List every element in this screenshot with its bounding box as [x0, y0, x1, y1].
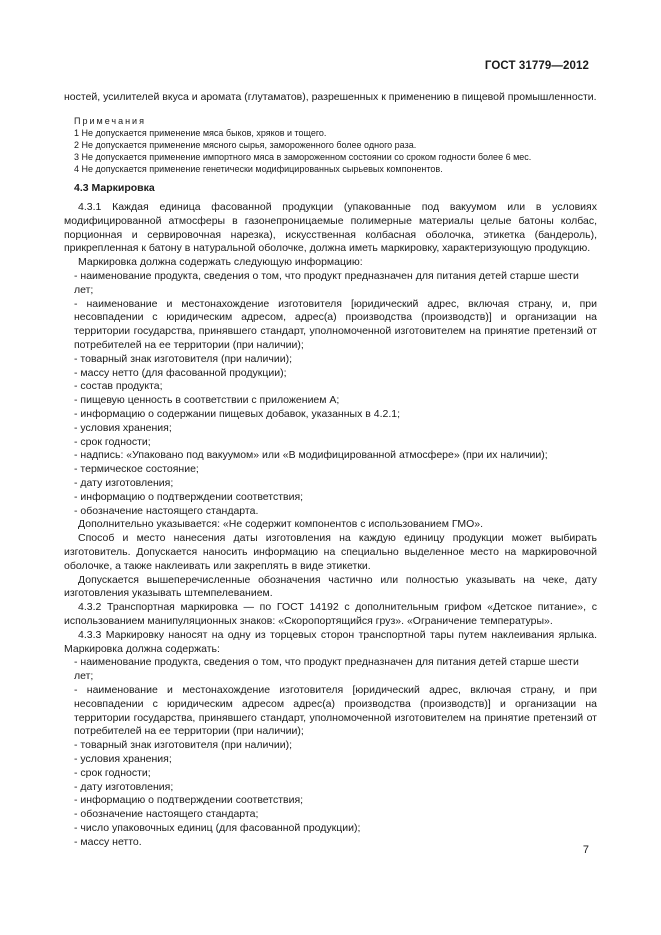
list-item: - срок годности;	[74, 435, 151, 448]
extra-note: Дополнительно указывается: «Не содержит компонентов с использованием ГМО».	[78, 518, 483, 531]
list-item: - товарный знак изготовителя (при наличии);	[74, 352, 292, 365]
method-paragraph: Способ и место нанесения даты изготовления на каждую единицу продукции может выбирать изготовитель. Допускается наносить информацию на специально выделенное место на маркировочной оболочке, а также наклеивать или закреплять в виде этикетки.	[64, 532, 597, 572]
page-body	[64, 91, 597, 850]
list-item: - надпись: «Упаковано под вакуумом» или «В модифицированной атмосфере» (при их наличии);	[74, 449, 548, 462]
list-item: - массу нетто (для фасованной продукции);	[74, 366, 287, 379]
list-item: - информацию о содержании пищевых добавок, указанных в 4.2.1;	[74, 408, 401, 421]
note-item: 4 Не допускается применение генетически модифицированных сырьевых компонентов.	[74, 164, 443, 175]
list-item: - обозначение настоящего стандарта.	[74, 504, 259, 517]
note-item: 3 Не допускается применение импортного мяса в замороженном состоянии со сроком годности более 6 мес.	[74, 152, 532, 163]
note-item: 1 Не допускается применение мяса быков, хряков и тощего.	[74, 127, 327, 138]
note-item: 2 Не допускается применение мясного сырья, замороженного более одного раза.	[74, 139, 417, 150]
list-item: - состав продукта;	[74, 380, 163, 393]
notes-block	[74, 115, 597, 175]
list-item: - товарный знак изготовителя (при наличии);	[74, 739, 292, 752]
list-item: - дату изготовления;	[74, 780, 174, 793]
list-item: - наименование продукта, сведения о том, что продукт предназначен для питания детей старше шести лет;	[74, 270, 579, 296]
intro-paragraph: ностей, усилителей вкуса и аромата (глутаматов), разрешенных к применению в пищевой промышленности.	[64, 91, 597, 103]
list-item: - термическое состояние;	[74, 463, 199, 476]
list-item: - массу нетто.	[74, 835, 142, 848]
list-item: - число упаковочных единиц (для фасованной продукции);	[74, 821, 361, 834]
list-item: - обозначение настоящего стандарта;	[74, 808, 259, 821]
clause-4-3-2: 4.3.2 Транспортная маркировка — по ГОСТ 14192 с дополнительным грифом «Детское питание», с использованием манипуляционных знаков: «Скоропортящийся груз». «Ограничение температуры».	[64, 601, 597, 627]
list-item: - наименование и местонахождение изготовителя [юридический адрес, включая страну, и при несовпадении с юридическим адресом адрес(а) производства (производств)] и организации на территории государства, принявшего стандарт, уполномоченной изготовителем на принятие претензий от потребителей на ее территории (при наличии);	[74, 683, 597, 738]
list-item: - информацию о подтверждении соответствия;	[74, 490, 304, 503]
list-item: - информацию о подтверждении соответствия;	[74, 794, 304, 807]
document-id: ГОСТ 31779—2012	[484, 60, 589, 72]
clause-4-3-1: 4.3.1 Каждая единица фасованной продукции (упакованные под вакуумом или в условиях модифицированной атмосферы в газонепроницаемые полимерные материалы целые батоны колбас, порционная и сервировочная нарезка), искусственная колбасная оболочка, этикетка (бандероль), прикрепленная к батону в натуральной оболочке, должна иметь маркировку, характеризующую продукцию.	[64, 201, 597, 255]
check-paragraph: Допускается вышеперечисленные обозначения частично или полностью указывать на чеке, дату изготовления указывать штемпелеванием.	[64, 573, 597, 600]
notes-title: Примечания	[74, 115, 146, 126]
list-item: - срок годности;	[74, 766, 151, 779]
list-item: - условия хранения;	[74, 752, 172, 765]
list-intro: Маркировка должна содержать следующую информацию:	[78, 256, 363, 269]
list-item: - наименование и местонахождение изготовителя [юридический адрес, включая страну, и, при несовпадении с юридическим адресом, адрес(а) производства (производств)] и организации на территории государства, принявшего стандарт, уполномоченной изготовителем на принятие претензий от потребителей на ее территории (при наличии);	[74, 297, 597, 352]
list-item: - условия хранения;	[74, 421, 172, 434]
list-item: - дату изготовления;	[74, 477, 174, 489]
clause-4-3-3: 4.3.3 Маркировку наносят на одну из торцевых сторон транспортной тары путем наклеивания ярлыка. Маркировка должна содержать:	[64, 628, 597, 655]
page-number: 7	[582, 844, 589, 856]
list-item: - наименование продукта, сведения о том, что продукт предназначен для питания детей старше шести лет;	[74, 656, 579, 683]
list-item: - пищевую ценность в соответствии с приложением А;	[74, 394, 340, 407]
section-heading: 4.3 Маркировка	[74, 182, 155, 195]
